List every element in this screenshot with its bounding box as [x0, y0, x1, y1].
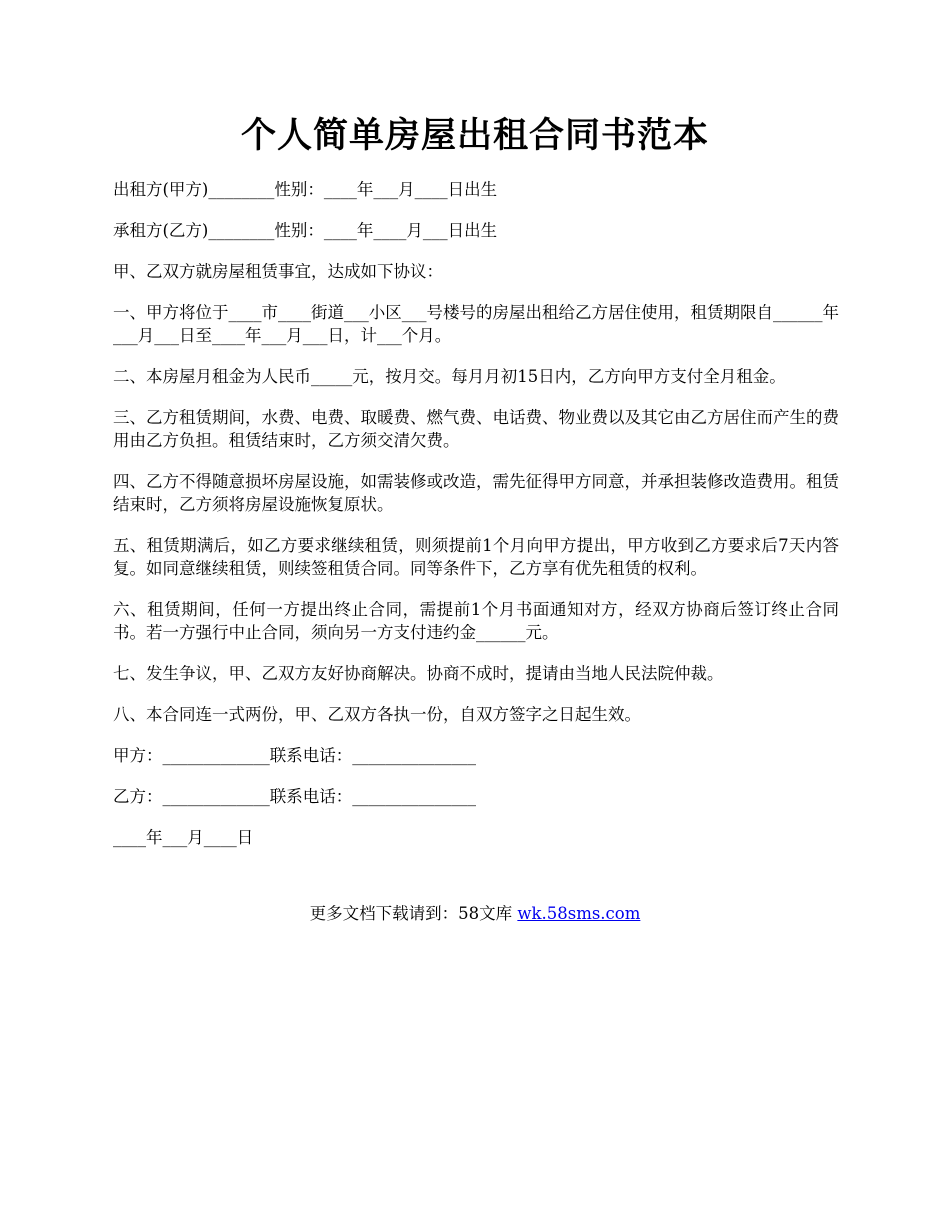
clause-2: 二、本房屋月租金为人民币_____元，按月交。每月月初15日内，乙方向甲方支付全月租金。: [113, 367, 786, 386]
clause-6: 六、租赁期间，任何一方提出终止合同，需提前1个月书面通知对方，经双方协商后签订终止合同书。若一方强行中止合同，须向另一方支付违约金______元。: [113, 600, 839, 642]
party-a-signature: 甲方：_____________联系电话：_______________: [113, 746, 476, 765]
agreement-intro: 甲、乙双方就房屋租赁事宜，达成如下协议：: [113, 262, 443, 281]
clause-1: 一、甲方将位于____市____街道___小区___号楼号的房屋出租给乙方居住使用，租赁期限自______年___月___日至____年___月___日，计___个月。: [113, 303, 839, 345]
clause-3: 三、乙方租赁期间，水费、电费、取暖费、燃气费、电话费、物业费以及其它由乙方居住而产生的费用由乙方负担。租赁结束时，乙方须交清欠费。: [113, 408, 839, 450]
document-body: [113, 178, 839, 867]
clause-8: 八、本合同连一式两份，甲、乙双方各执一份，自双方签字之日起生效。: [113, 705, 641, 724]
party-b-signature: 乙方：_____________联系电话：_______________: [113, 787, 476, 806]
footer-link[interactable]: wk.58sms.com: [517, 904, 641, 923]
signing-date: ____年___月____日: [113, 828, 254, 847]
clause-5: 五、租赁期满后，如乙方要求继续租赁，则须提前1个月向甲方提出，甲方收到乙方要求后7天内答复。如同意继续租赁，则续签租赁合同。同等条件下，乙方享有优先租赁的权利。: [113, 536, 839, 578]
clause-7: 七、发生争议，甲、乙双方友好协商解决。协商不成时，提请由当地人民法院仲裁。: [113, 664, 724, 683]
footer-prefix: 更多文档下载请到：58文库: [309, 904, 518, 923]
download-footer: [0, 902, 950, 926]
party-a-line: 出租方(甲方)________性别：____年___月____日出生: [113, 180, 498, 199]
document-title: 个人简单房屋出租合同书范本: [240, 115, 709, 156]
party-b-line: 承租方(乙方)________性别：____年____月___日出生: [113, 221, 498, 240]
clause-4: 四、乙方不得随意损坏房屋设施，如需装修或改造，需先征得甲方同意，并承担装修改造费用。租赁结束时，乙方须将房屋设施恢复原状。: [113, 472, 839, 514]
